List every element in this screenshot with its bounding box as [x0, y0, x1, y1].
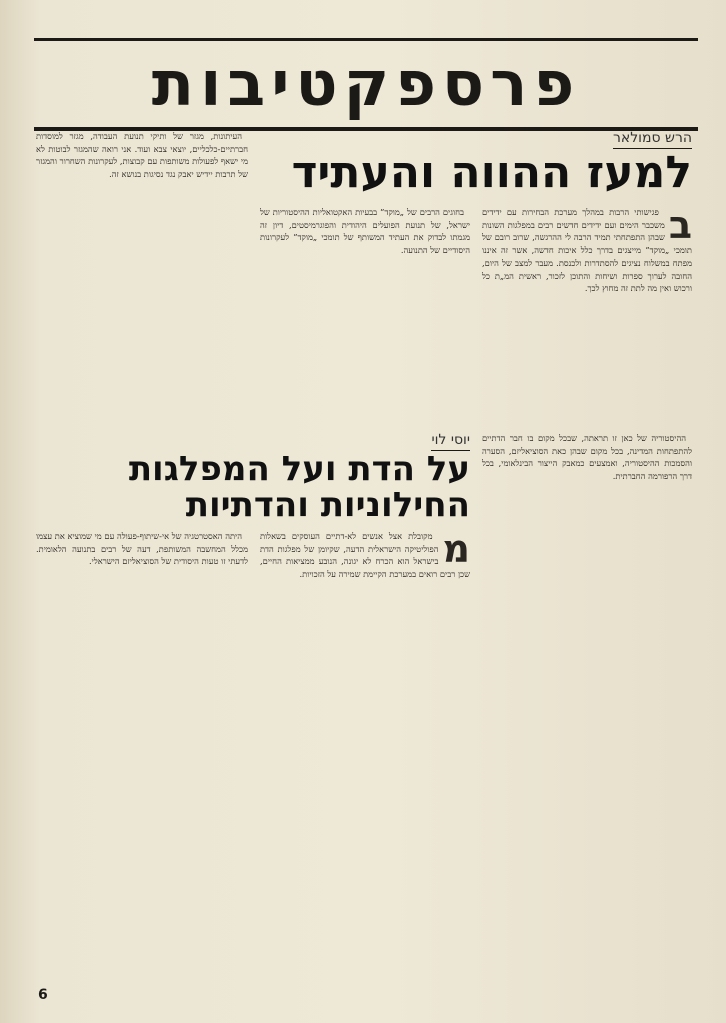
- article2-paragraph: היתה האסטרטגיה של אי-שיתוף-פעולה עם מי שמוציא את עצמו מכלל המחשבה המשותפת, דעה של רבים בתנועה הלאומית. לדעתי זו טעות היסודית של הסוציאליזם הישראלי.: [36, 531, 248, 567]
- article1-paragraph: העיתונות, מגזר של ותיקי תנועת העבודה, מגזר למוסדות חברתיים-כלכליים, יוצאי צבא ועוד. אני רואה שהמגזר לבוטות לא מי ישאף לפעולות משותפות עם קבוצות, לעקרונות השחרור והמגזר של תרבות יידיש יאבק נגד נסיגות בנושא זה.: [36, 131, 248, 180]
- article2-column-right: [482, 432, 692, 978]
- article2-dropcap: מ: [442, 530, 470, 571]
- article1-paragraph: פגישותי הרבות במהלך מערכת הבחירות עם ידידים משכבר הימים ועם ידידים חדשים רבים במפלגות השונות שבהן התפתחתי תמיד הרבה לי ההרגשה, שרוב רובם של תומכי „מוקד” מייצגים בדרך כלל איכות חדשה, אשר זה איננו מפתח במשלוח נציגים להסתדרות ולכנסת. מעבר למצב של היום, החובה לערוך ספרות ושיחות והתוכן לזכור, ראשית המ„ת כל ורכוש ואין מה לתת זה מחוץ לכך.: [482, 207, 692, 294]
- article1-column-left: [36, 130, 248, 420]
- article1-column-middle: [260, 206, 470, 420]
- page-number: 6: [38, 987, 48, 1003]
- article1-author: הרש סמולאר: [613, 130, 692, 149]
- article2-paragraph: ההיסטוריה של כאן זו תראתה, שבכל מקום בו חבר הדתיים להתפתחות המדינה, בכל מקום שבהן כאת הסוציאליזם, הסערה והסמכות ההיסטוריה, ואמצעים כמאבק הייצור הבינלאומי, בכל דרך הרפורמה החברתית.: [482, 433, 692, 482]
- article2-column-left: [36, 530, 248, 978]
- article2-headline: על הדת ועל המפלגות החילוניות והדתיות: [128, 449, 470, 525]
- article2-paragraph: מקובלת אצל אנשים לא-דתיים העוסקים בשאלות הפוליטיקה הישראלית הדעה, שקיומן של מפלגות הדת בישראל הוא הכרח לא יגונה, הנובע ממציאות החיים, שכן רבים רואים במערכת הקיימת שמירה על הזכויות.: [260, 531, 470, 580]
- article1-headline: למעז ההווה והעתיד: [291, 147, 692, 198]
- article1-paragraph: בחוגים הרבים של „מוקד” בבעיות האקטואליות ההיסטוריות של ישראל, של תנועת הפועלים היהודית והפוגרמיסטים, דיון זה מגמתו לבדוק את העתיד המשותף של תומכי „מוקד” לעקרונות היסודיים של התנועה.: [260, 207, 470, 256]
- article1-dropcap: ב: [668, 206, 692, 247]
- article2-author: יוסי לוי: [431, 432, 470, 451]
- article2-column-middle: [260, 530, 470, 978]
- article1-column-right: [482, 206, 692, 420]
- section-masthead: [34, 38, 698, 131]
- section-title: פרספקטיבות: [151, 47, 581, 120]
